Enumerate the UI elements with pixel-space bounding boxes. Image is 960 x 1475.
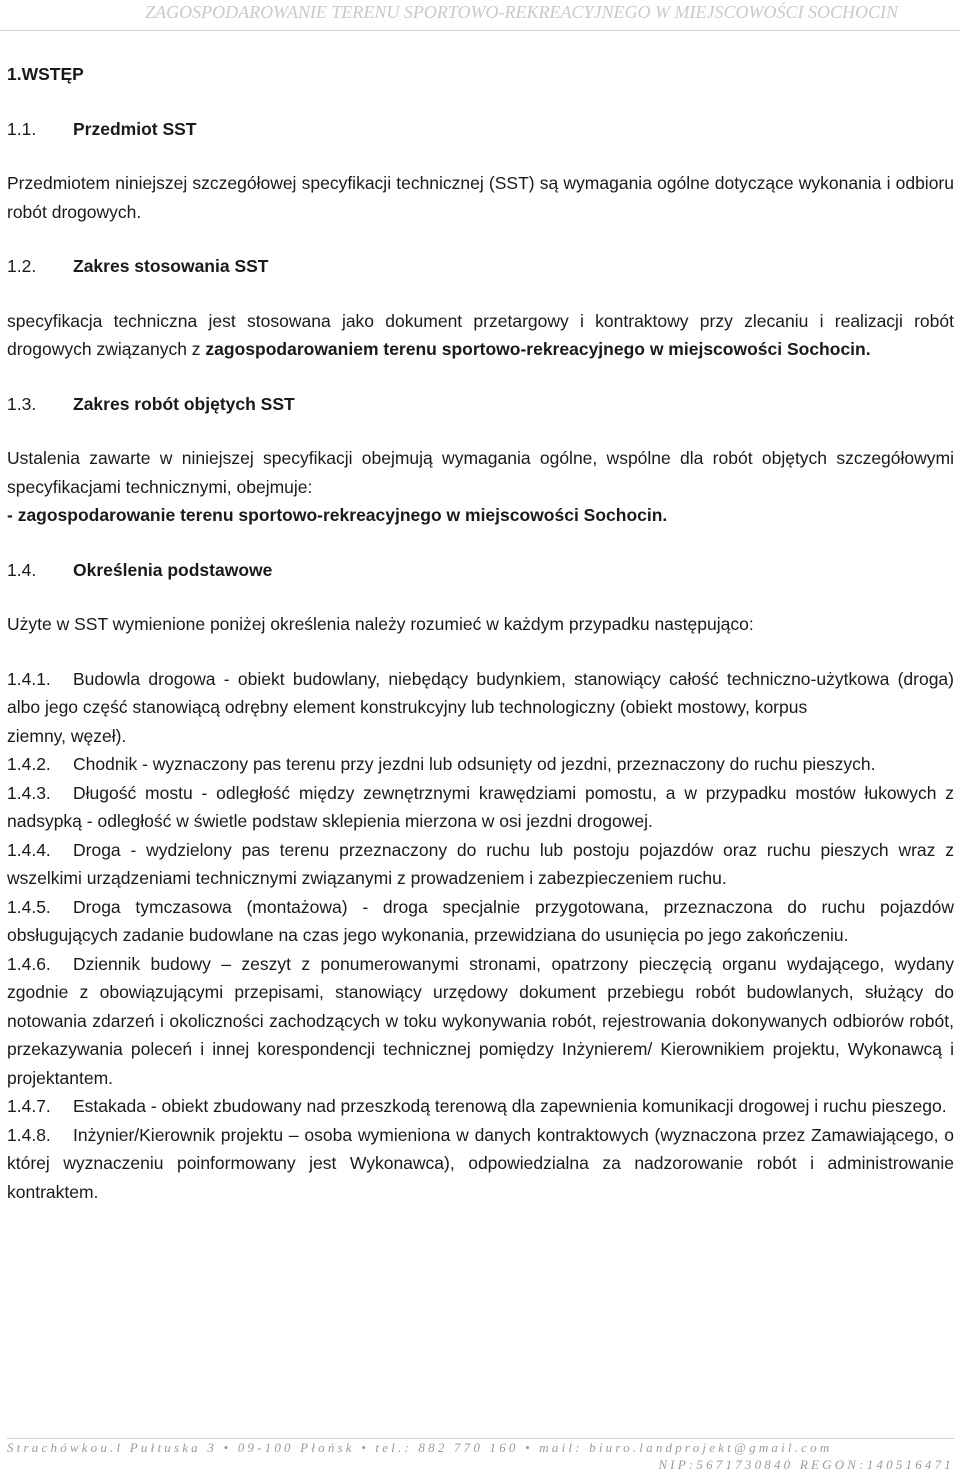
definition-item	[7, 665, 954, 751]
subsection-number: 1.4.	[7, 559, 37, 580]
definition-text: Droga tymczasowa (montażowa) - droga specjalnie przygotowana, przeznaczona do ruchu pojazdów obsługujących zadanie budowlane na czas jego wykonania, przewidziana do usunięcia po jego zakończeniu.	[7, 896, 954, 945]
paragraph-przedmiot: Przedmiotem niniejszej szczegółowej specyfikacji technicznej (SST) są wymagania ogólne dotyczące wykonania i odbioru robót drogowych.	[7, 173, 954, 222]
subsection-title: Przedmiot SST	[73, 118, 197, 139]
paragraph-okreslenia-intro: Użyte w SST wymienione poniżej określenia należy rozumieć w każdym przypadku następująco:	[7, 614, 754, 634]
paragraph-text: Ustalenia zawarte w niniejszej specyfikacji obejmują wymagania ogólne, wspólne dla robót objętych szczegółowymi specyfikacjami technicznymi, obejmuje:	[7, 448, 954, 497]
subsection-heading-1-3	[7, 390, 954, 419]
paragraph-zakres-stosowania	[7, 307, 954, 364]
definition-item	[7, 750, 954, 779]
definition-text: Dziennik budowy – zeszyt z ponumerowanymi stronami, opatrzony pieczęcią organu wydającego, wydany zgodnie z obowiązującymi przepisami, stanowiący urzędowy dokument przebiegu robót budowlanych, służący do notowania zdarzeń i okoliczności zachodzących w toku wykonywania robót, rejestrowania dokonywanych odbiorów robót, przekazywania poleceń i innej korespondencji technicznej pomiędzy Inżynierem/ Kierownikiem projektu, Wykonawcą i projektantem.	[7, 953, 954, 1088]
paragraph-text: specyfikacja techniczna jest stosowana jako dokument przetargowy i kontraktowy przy zlecaniu i realizacji robót drogowych związanych z	[7, 310, 954, 359]
definition-item	[7, 779, 954, 836]
definition-number: 1.4.4.	[7, 839, 51, 860]
subsection-heading-1-4	[7, 556, 954, 585]
definition-item	[7, 1121, 954, 1207]
footer-address: Strachówkou.l Pułtuska 3 • 09-100 Płońsk • tel.: 882 770 160 • mail: biuro.landprojekt@gmail.com	[7, 1440, 833, 1455]
running-header	[0, 0, 960, 31]
paragraph-bold-line: - zagospodarowanie terenu sportowo-rekreacyjnego w miejscowości Sochocin.	[7, 505, 668, 525]
definition-number: 1.4.3.	[7, 782, 51, 803]
subsection-number: 1.1.	[7, 118, 37, 139]
section-heading-wstep: 1.WSTĘP	[7, 64, 84, 84]
paragraph-zakres-robot	[7, 444, 954, 530]
definition-number: 1.4.2.	[7, 754, 51, 774]
page-footer	[7, 1438, 954, 1473]
definition-text-continued: ziemny, węzeł).	[7, 725, 127, 746]
subsection-title: Zakres robót objętych SST	[73, 393, 295, 414]
subsection-number: 1.2.	[7, 256, 37, 276]
definition-number: 1.4.1.	[7, 668, 51, 689]
definition-number: 1.4.8.	[7, 1124, 51, 1145]
subsection-heading-1-2	[7, 252, 954, 281]
document-body	[7, 60, 954, 1206]
definition-number: 1.4.7.	[7, 1096, 51, 1116]
subsection-heading-1-1	[7, 115, 954, 144]
running-title: ZAGOSPODAROWANIE TERENU SPORTOWO-REKREACYJNEGO W MIEJSCOWOŚCI SOCHOCIN	[145, 2, 898, 22]
subsection-title: Zakres stosowania SST	[73, 256, 269, 276]
definition-text: Droga - wydzielony pas terenu przeznaczony do ruchu lub postoju pojazdów oraz ruchu pieszych wraz z wszelkimi urządzeniami technicznymi związanymi z prowadzeniem i zabezpieczeniem ruchu.	[7, 839, 954, 888]
footer-tax-ids: NIP:5671730840 REGON:140516471	[658, 1457, 954, 1472]
definition-item	[7, 836, 954, 893]
subsection-title: Określenia podstawowe	[73, 559, 273, 580]
definition-text: Chodnik - wyznaczony pas terenu przy jezdni lub odsunięty od jezdni, przeznaczony do ruchu pieszych.	[73, 754, 876, 774]
definition-number: 1.4.6.	[7, 953, 51, 974]
definition-text: Estakada - obiekt zbudowany nad przeszkodą terenową dla zapewnienia komunikacji drogowej i ruchu pieszego.	[73, 1096, 947, 1116]
definition-number: 1.4.5.	[7, 896, 51, 917]
definition-text: Budowla drogowa - obiekt budowlany, niebędący budynkiem, stanowiący całość techniczno-użytkowa (droga) albo jego część stanowiącą odrębny element konstrukcyjny lub technologiczny (obiekt mostowy, korpus	[7, 668, 954, 717]
definition-item	[7, 950, 954, 1093]
subsection-number: 1.3.	[7, 393, 37, 414]
definition-item	[7, 1092, 954, 1121]
definition-text: Inżynier/Kierownik projektu – osoba wymieniona w danych kontraktowych (wyznaczona przez Zamawiającego, o której wyznaczeniu poinformowany jest Wykonawca), odpowiedzialna za nadzorowanie robót i administrowanie kontraktem.	[7, 1124, 954, 1202]
paragraph-bold-text: zagospodarowaniem terenu sportowo-rekreacyjnego w miejscowości Sochocin.	[205, 339, 871, 359]
definitions-list	[7, 665, 954, 1207]
definition-item	[7, 893, 954, 950]
definition-text: Długość mostu - odległość między zewnętrznymi krawędziami pomostu, a w przypadku mostów łukowych z nadsypką - odległość w świetle podstaw sklepienia mierzona w osi jezdni drogowej.	[7, 782, 954, 831]
